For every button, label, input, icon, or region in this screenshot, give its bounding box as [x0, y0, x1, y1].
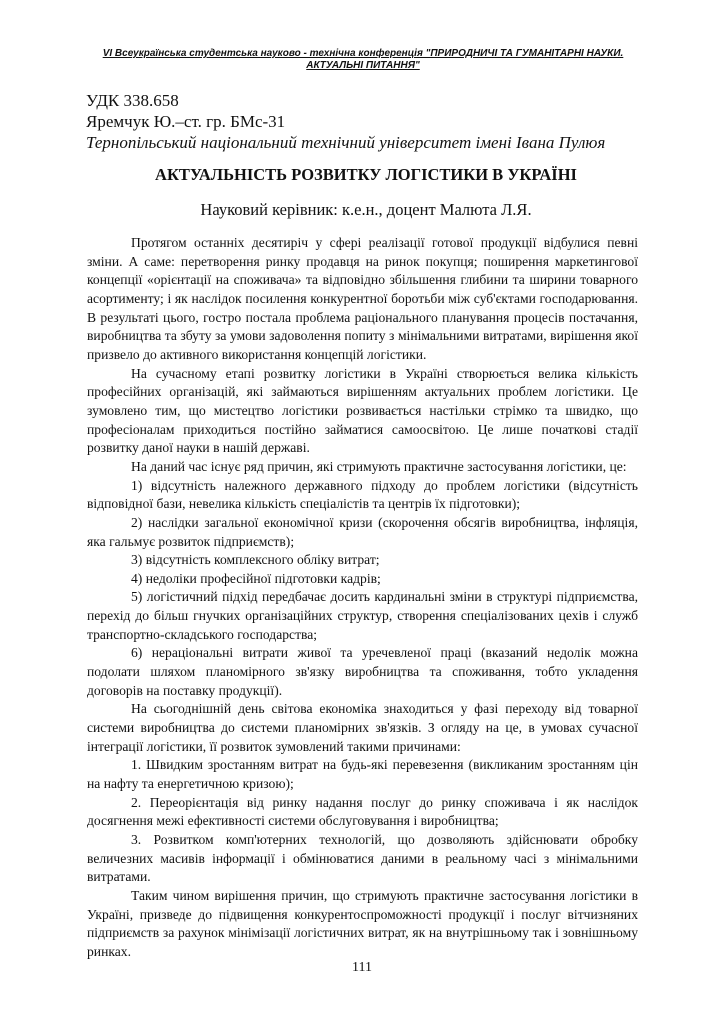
body-paragraph: Протягом останніх десятиріч у сфері реалізації готової продукції відбулися певні зміни. А саме: перетворення ринку продавця на ринок покупця; поширення маркетингової концепції «орієнтації на споживача» та відповідно збільшення глибини та ширини товарного асортименту; і як наслідок посилення конкурентної боротьби між суб'єктами господарювання. В результаті цього, гостро постала проблема раціонального планування процесів постачання, виробництва та збуту за умови задоволення попиту з мінімальними витратами, вирішення якої призвело до активного використання концепцій логістики. — [87, 235, 638, 362]
article-title: АКТУАЛЬНІСТЬ РОЗВИТКУ ЛОГІСТИКИ В УКРАЇНІ — [155, 165, 577, 184]
scientific-supervisor: Науковий керівник: к.е.н., доцент Малюта Л.Я. — [200, 200, 532, 219]
list-item: 1) відсутність належного державного підходу до проблем логістики (відсутність відповідної бази, невелика кількість спеціалістів та центрів їх підготовки); — [87, 477, 638, 512]
running-header-line-1: VI Всеукраїнська студентська науково - технічна конференція "ПРИРОДНИЧІ ТА ГУМАНІТАРНІ НАУКИ. — [102, 48, 624, 59]
body-paragraph: На сучасному етапі розвитку логістики в Україні створюється велика кількість професійних організацій, які займаються вирішенням актуальних проблем логістики. Це зумовлено тим, що мистецтво логістики розвивається настільки стрімко та швидко, що професіоналам приходиться постійно займатися самоосвітою. Це лише початкові стадії розвитку даної науки в нашій державі. — [87, 365, 638, 456]
list-item: 2) наслідки загальної економічної кризи (скорочення обсягів виробництва, інфляція, яка гальмує розвиток підприємств); — [87, 514, 638, 549]
body-paragraph: На сьогоднішній день світова економіка знаходиться у фазі переходу від товарної системи виробництва до системи планомірних зв'язків. З огляду на це, в умовах сучасної інтеграції логістики, її розвиток зумовлений такими причинами: — [87, 701, 638, 754]
running-header — [80, 48, 646, 72]
article-body — [87, 234, 638, 962]
list-item: 1. Швидким зростанням витрат на будь-які перевезення (викликаним зростанням цін на нафту та енергетичною кризою); — [87, 757, 638, 792]
list-item: 6) нераціональні витрати живої та уречевленої праці (вказаний недолік можна подолати шляхом планомірного зв'язку виробництва та споживання, тобто укладення договорів на поставку продукції). — [87, 645, 638, 698]
list-item: 2. Переорієнтація від ринку надання послуг до ринку споживача і як наслідок досягнення межі ефективності системи обслуговування і виробництва; — [87, 794, 638, 829]
body-paragraph: Таким чином вирішення причин, що стримують практичне застосування логістики в Україні, призведе до підвищення конкурентоспроможності продукції і послуг вітчизняних підприємств за рахунок мінімізації логістичних витрат, як на внутрішньому так і зовнішньому ринках. — [87, 887, 638, 959]
list-item: 3. Розвитком комп'ютерних технологій, що дозволяють здійснювати обробку величезних масивів інформації і обмінюватися даними в реальному часі з мінімальними витратами. — [87, 832, 638, 885]
list-item: 3) відсутність комплексного обліку витрат; — [131, 552, 380, 568]
body-paragraph: На даний час існує ряд причин, які стримують практичне застосування логістики, це: — [131, 458, 627, 474]
running-header-line-2: АКТУАЛЬНІ ПИТАННЯ" — [306, 60, 420, 71]
list-item: 4) недоліки професійної підготовки кадрів; — [131, 570, 381, 586]
list-item: 5) логістичний підхід передбачає досить кардинальні зміни в структурі підприємства, перехід до більш гнучких організаційних структур, створення спеціалізованих цехів і служб транспортно-складського господарства; — [87, 589, 638, 642]
udc-code: УДК 338.658 — [86, 91, 179, 110]
author-line: Яремчук Ю.–ст. гр. БМс-31 — [86, 112, 286, 131]
page-number: 111 — [352, 960, 372, 975]
affiliation: Тернопільський національний технічний університет імені Івана Пулюя — [86, 133, 606, 152]
article-meta — [86, 90, 646, 153]
